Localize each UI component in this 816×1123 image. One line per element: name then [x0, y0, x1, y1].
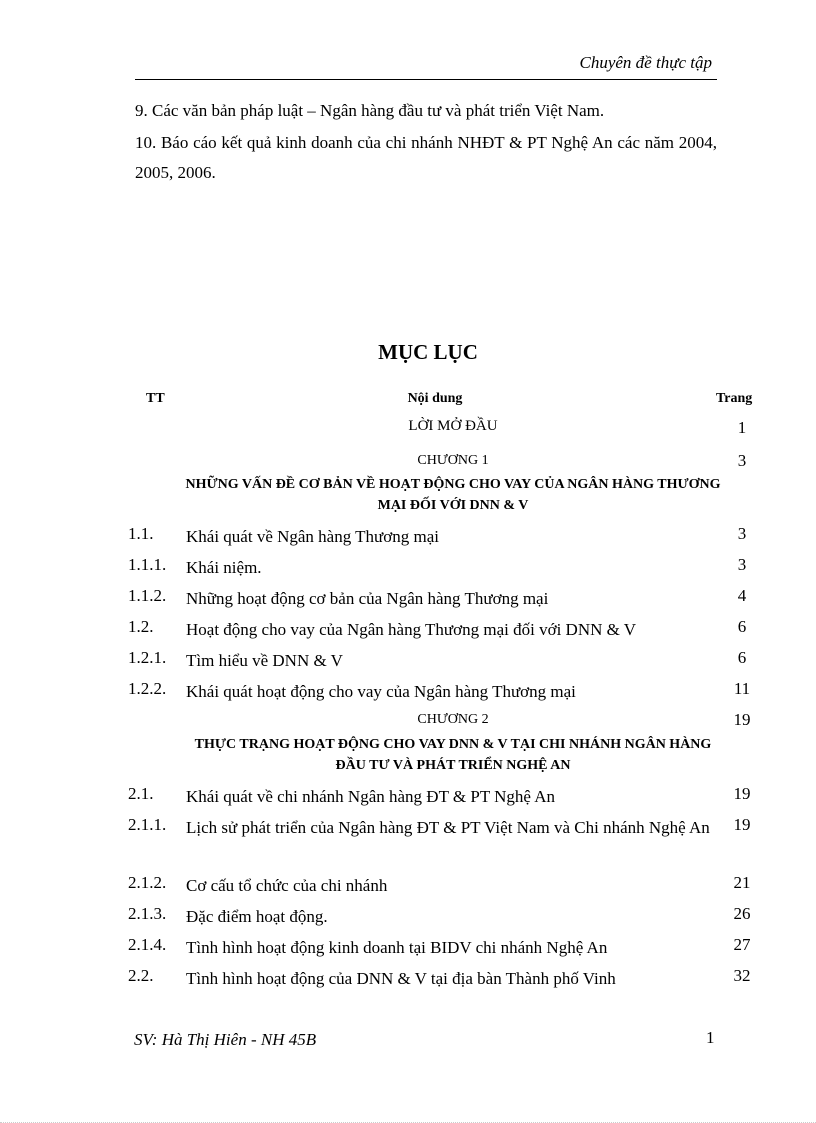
toc-column-page: Trang — [716, 391, 753, 406]
toc-column-tt: TT — [146, 391, 165, 406]
toc-chapter2-label: CHƯƠNG 2 — [417, 712, 489, 727]
toc-row-text: Đặc điểm hoạt động. — [186, 907, 328, 926]
toc-row-text: Khái quát về Ngân hàng Thương mại — [186, 527, 439, 546]
toc-row-number: 1.2.2. — [128, 679, 167, 698]
footer-author: SV: Hà Thị Hiên - NH 45B — [134, 1030, 317, 1049]
toc-row-page: 3 — [737, 555, 747, 574]
toc-row-text: Khái quát về chi nhánh Ngân hàng ĐT & PT Nghệ An — [186, 787, 556, 806]
toc-row-text: Lịch sử phát triển của Ngân hàng ĐT & PT Việt Nam và Chi nhánh Nghệ An — [186, 818, 710, 837]
footer-page-number: 1 — [706, 1028, 715, 1047]
page-header-title: Chuyên đề thực tập — [579, 53, 712, 72]
toc-row-page: 27 — [733, 935, 751, 954]
toc-row-text: Tình hình hoạt động kinh doanh tại BIDV chi nhánh Nghệ An — [186, 938, 608, 957]
toc-row-text: Hoạt động cho vay của Ngân hàng Thương mại đối với DNN & V — [186, 620, 637, 639]
toc-intro-label: LỜI MỞ ĐẦU — [408, 418, 498, 434]
toc-chapter2-page: 19 — [733, 710, 751, 729]
toc-row-page: 32 — [733, 966, 751, 985]
toc-row-page: 19 — [733, 815, 751, 834]
toc-chapter1-label: CHƯƠNG 1 — [417, 453, 489, 468]
toc-chapter1-title: NHỮNG VẤN ĐỀ CƠ BẢN VỀ HOẠT ĐỘNG CHO VAY CỦA NGÂN HÀNG THƯƠNG MẠI ĐỐI VỚI DNN & V — [185, 477, 721, 513]
toc-row-number: 1.1.1. — [128, 555, 167, 574]
toc-row-number: 1.1.2. — [128, 586, 167, 605]
toc-row-text: Cơ cấu tổ chức của chi nhánh — [186, 876, 388, 895]
toc-row-page: 3 — [737, 524, 747, 543]
reference-item-10: 10. Báo cáo kết quả kinh doanh của chi nhánh NHĐT & PT Nghệ An các năm 2004, 2005, 2006. — [135, 133, 717, 182]
toc-row-number: 2.1.3. — [128, 904, 167, 923]
reference-item-9: 9. Các văn bản pháp luật – Ngân hàng đầu tư và phát triển Việt Nam. — [135, 101, 605, 120]
toc-row-number: 2.1.4. — [128, 935, 167, 954]
toc-title: MỤC LỤC — [378, 340, 478, 364]
toc-row-text: Tình hình hoạt động của DNN & V tại địa bàn Thành phố Vinh — [186, 969, 616, 988]
header-divider — [135, 79, 717, 80]
toc-row-text: Tìm hiểu về DNN & V — [186, 651, 343, 670]
toc-row-number: 2.1.1. — [128, 815, 167, 834]
toc-row-page: 19 — [733, 784, 751, 803]
toc-row-page: 21 — [733, 873, 751, 892]
toc-row-page: 4 — [737, 586, 747, 605]
toc-row-number: 1.2.1. — [128, 648, 167, 667]
toc-row-page: 26 — [733, 904, 751, 923]
toc-chapter1-page: 3 — [737, 451, 747, 470]
toc-row-number: 1.2. — [128, 617, 154, 636]
toc-intro-page: 1 — [737, 418, 747, 437]
toc-row-page: 11 — [733, 679, 751, 698]
toc-row-page: 6 — [737, 617, 747, 636]
toc-chapter2-title: THỰC TRẠNG HOẠT ĐỘNG CHO VAY DNN & V TẠI CHI NHÁNH NGÂN HÀNG ĐẦU TƯ VÀ PHÁT TRIỂN NGHỆ AN — [194, 737, 712, 773]
toc-row-text: Những hoạt động cơ bản của Ngân hàng Thương mại — [186, 589, 549, 608]
toc-row-text: Khái niệm. — [186, 558, 262, 577]
toc-row-number: 2.1. — [128, 784, 154, 803]
toc-row-number: 1.1. — [128, 524, 154, 543]
toc-row-number: 2.1.2. — [128, 873, 167, 892]
toc-column-content: Nội dung — [407, 391, 463, 406]
toc-row-page: 6 — [737, 648, 747, 667]
toc-row-text: Khái quát hoạt động cho vay của Ngân hàng Thương mại — [186, 682, 576, 701]
toc-row-number: 2.2. — [128, 966, 154, 985]
